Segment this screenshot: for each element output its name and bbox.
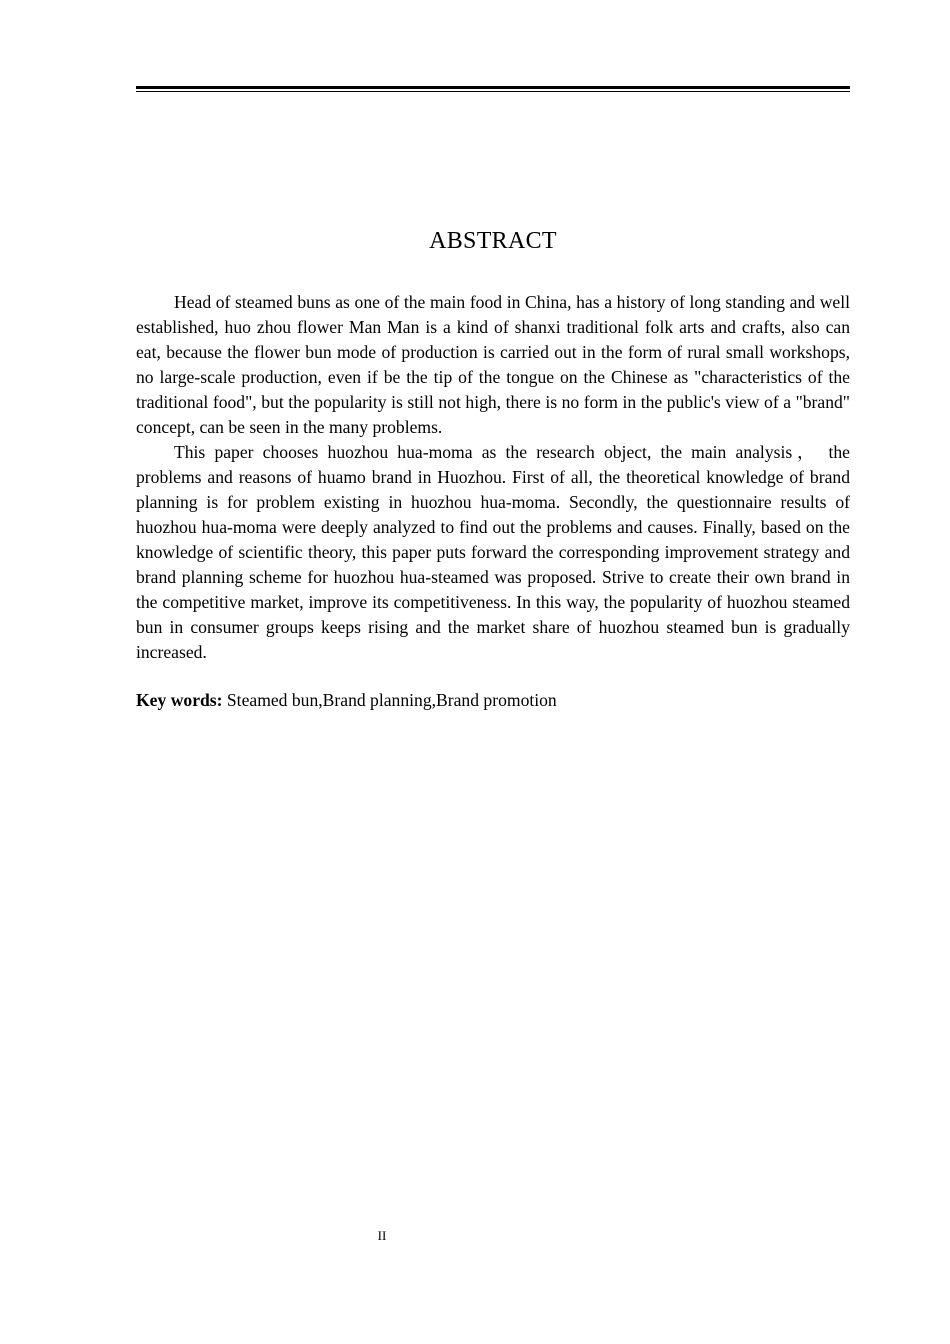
- abstract-body: [136, 290, 850, 665]
- keywords-line: [136, 688, 850, 713]
- keywords-text: Steamed bun,Brand planning,Brand promotion: [222, 690, 557, 710]
- abstract-title: ABSTRACT: [429, 228, 557, 254]
- abstract-paragraph-2: This paper chooses huozhou hua-moma as the research object, the main analysis， the problems and reasons of huamo brand in Huozhou. First of all, the theoretical knowledge of brand planning is for problem existing in huozhou hua-moma. Secondly, the questionnaire results of huozhou hua-moma were deeply analyzed to find out the problems and causes. Finally, based on the knowledge of scientific theory, this paper puts forward the corresponding improvement strategy and brand planning scheme for huozhou hua-steamed was proposed. Strive to create their own brand in the competitive market, improve its competitiveness. In this way, the popularity of huozhou steamed bun in consumer groups keeps rising and the market share of huozhou steamed bun is gradually increased.: [136, 442, 850, 662]
- page-number: II: [377, 1228, 387, 1243]
- keywords-label: Key words:: [136, 690, 223, 710]
- header-rule-thin-line: [136, 91, 850, 92]
- header-double-rule: [136, 86, 850, 92]
- header-rule-thick-line: [136, 86, 850, 89]
- abstract-paragraph-1: Head of steamed buns as one of the main food in China, has a history of long standing and well established, huo zhou flower Man Man is a kind of shanxi traditional folk arts and crafts, also can eat, because the flower bun mode of production is carried out in the form of rural small workshops, no large-scale production, even if be the tip of the tongue on the Chinese as "characteristics of the traditional food", but the popularity is still not high, there is no form in the public's view of a "brand" concept, can be seen in the many problems.: [136, 292, 850, 437]
